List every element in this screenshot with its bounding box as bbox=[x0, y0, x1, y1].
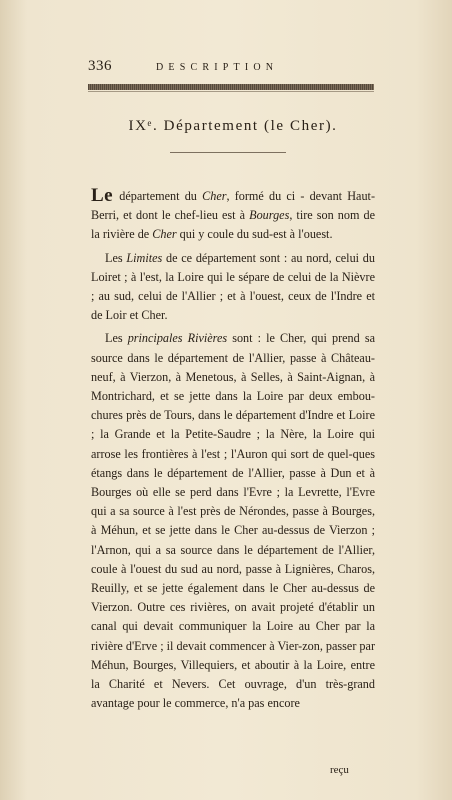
heading-rule bbox=[170, 152, 286, 153]
catchword: reçu bbox=[330, 764, 349, 776]
italic-text: Cher bbox=[202, 189, 227, 203]
text-run: , formé du ci - devant Haut-Berri, et dont le chef-lieu est à bbox=[91, 189, 375, 223]
page-header bbox=[88, 58, 378, 75]
italic-text: Bourges bbox=[249, 208, 290, 223]
text-run: Les bbox=[105, 250, 127, 265]
italic-text: principales Rivières bbox=[127, 331, 228, 346]
text-run: département du bbox=[114, 189, 203, 203]
paragraph-runs bbox=[91, 251, 375, 323]
text-run: , tire son nom de la rivière de bbox=[91, 208, 376, 242]
drop-cap: Le bbox=[91, 185, 114, 206]
running-head: DESCRIPTION bbox=[156, 62, 279, 73]
italic-text: Cher bbox=[152, 227, 177, 242]
body-text bbox=[91, 186, 375, 717]
text-run: qui y coule du sud-est à l'ouest. bbox=[176, 227, 333, 242]
paragraph-runs bbox=[91, 189, 375, 241]
text-run: sont : le Cher, qui prend sa source dans le département de l'Allier, passe à Château-neuf, à Vierzon, à Menetous, à Selles, à Saint-Aignan, à Montrichard, et se jette dans la Loire par deux embou-chures près de Tours, dans le département d'Indre et Loire ; la Grande et la Petite-Saudre ; la Nère, la Loire qui arrose les frontières à l'est ; l'Auron qui sort de quel-ques étangs dans le département de l'Allier, passe à Dun et à Bourges où elle se perd dans l'Evre ; la Levrette, l'Evre qui a sa source à l'est près de Nérondes, passe à Bourges, à Méhun, et se jette dans le Cher au-dessus de Vierzon ; l'Arnon, qui a sa source dans le département de l'Allier, coule à l'ouest du sud au nord, passe à Lignières, Charos, Reuilly, et se jette également dans le Cher au-dessus de Vierzon. Outre ces rivières, on avait projeté d'établir un canal qui devait communiquer la Loire au Cher par la rivière d'Erve ; il devait commencer à Vier-zon, passer par Méhun, Bourges, Villequiers, et aboutir à la Loire, entre la Charité et Nevers. Cet ouvrage, d'un très-grand avantage pour le commerce, n'a pas encore bbox=[91, 331, 375, 711]
paragraph bbox=[91, 329, 375, 713]
paragraph bbox=[91, 186, 375, 245]
italic-text: Limites bbox=[126, 250, 163, 265]
paragraph bbox=[91, 249, 375, 326]
section-heading: IXᵉ. Département (le Cher). bbox=[128, 118, 338, 134]
header-ornamental-rule bbox=[88, 84, 374, 90]
paragraph-runs bbox=[91, 331, 375, 710]
page-number: 336 bbox=[88, 58, 112, 74]
text-run: Les bbox=[105, 331, 128, 346]
text-run: de ce département sont : au nord, celui du Loiret ; à l'est, la Loire qui le sépare de celui de la Nièvre ; au sud, celui de l'Allier ; et à l'ouest, ceux de l'Indre et de Loir et Cher. bbox=[91, 250, 375, 323]
